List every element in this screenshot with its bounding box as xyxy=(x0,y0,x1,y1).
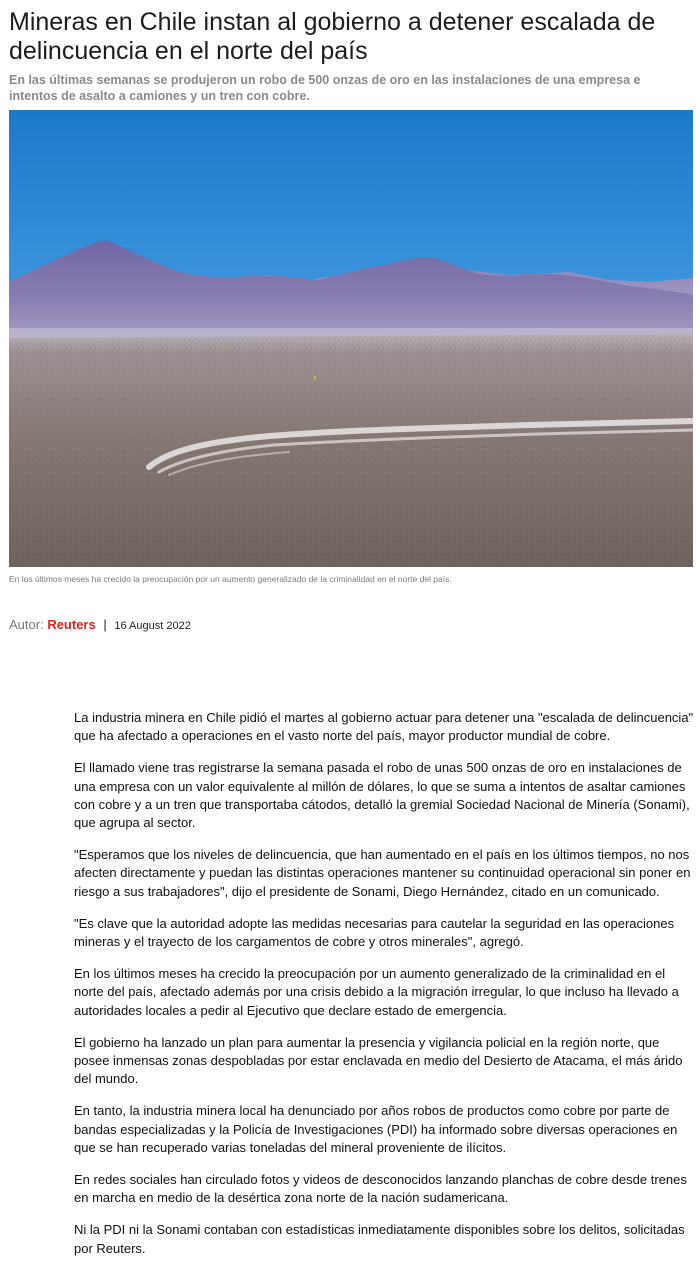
article-hero-image xyxy=(9,110,693,567)
publish-date: 16 August 2022 xyxy=(114,620,191,632)
image-caption: En los últimos meses ha crecido la preocupación por un aumento generalizado de la criminalidad en el norte del país. xyxy=(9,574,452,584)
byline xyxy=(9,617,191,634)
article-paragraph: "Esperamos que los niveles de delincuencia, que han aumentado en el país en los últimos tiempos, no nos afecten directamente y puedan las distintas operaciones mantener su continuidad operacional sin poner en riesgo a sus trabajadores", dijo el presidente de Sonami, Diego Hernández, citado en un comunicado. xyxy=(74,847,691,899)
author-link[interactable]: Reuters xyxy=(47,617,96,632)
article-paragraph: El llamado viene tras registrarse la semana pasada el robo de unas 500 onzas de oro en instalaciones de una empresa con un valor equivalente al millón de dólares, lo que se suma a intentos de asaltar camiones con cobre y a un tren que transportaba cátodos, detalló la gremial Sociedad Nacional de Minería (Sonami), que agrupa al sector. xyxy=(74,760,690,831)
author-label: Autor: xyxy=(9,617,44,632)
article-body xyxy=(74,709,694,1272)
article-paragraph: La industria minera en Chile pidió el martes al gobierno actuar para detener una "escalada de delincuencia" que ha afectado a operaciones en el vasto norte del país, mayor productor mundial de cobre. xyxy=(74,710,694,744)
article-paragraph: Ni la PDI ni la Sonami contaban con estadísticas inmediatamente disponibles sobre los delitos, solicitadas por Reuters. xyxy=(74,1222,685,1256)
byline-separator: | xyxy=(103,617,107,632)
article-paragraph: En redes sociales han circulado fotos y videos de desconocidos lanzando planchas de cobre desde trenes en marcha en medio de la desértica zona norte de la nación sudamericana. xyxy=(74,1172,687,1206)
article-paragraph: En los últimos meses ha crecido la preocupación por un aumento generalizado de la criminalidad en el norte del país, afectado además por una crisis debido a la migración irregular, lo que incluso ha llevado a autoridades locales a pedir al Ejecutivo que declare estado de emergencia. xyxy=(74,966,679,1018)
article-subtitle: En las últimas semanas se produjeron un robo de 500 onzas de oro en las instalaciones de una empresa e intentos de asalto a camiones y un tren con cobre. xyxy=(9,73,641,103)
article-paragraph: El gobierno ha lanzado un plan para aumentar la presencia y vigilancia policial en la región norte, que posee inmensas zonas despobladas por estar enclavada en medio del Desierto de Atacama, el más árido del mundo. xyxy=(74,1034,683,1087)
article-paragraph: En tanto, la industria minera local ha denunciado por años robos de productos como cobre por parte de bandas especializadas y la Policía de Investigaciones (PDI) ha informado sobre diversas operaciones en que se han recuperado varias toneladas del mineral proveniente de ilícitos. xyxy=(74,1103,678,1155)
article-paragraph: "Es clave que la autoridad adopte las medidas necesarias para cautelar la seguridad en las operaciones mineras y el trayecto de los cargamentos de cobre y otros minerales", agregó. xyxy=(74,915,675,950)
article-title: Mineras en Chile instan al gobierno a detener escalada de delincuencia en el norte del país xyxy=(9,8,656,65)
